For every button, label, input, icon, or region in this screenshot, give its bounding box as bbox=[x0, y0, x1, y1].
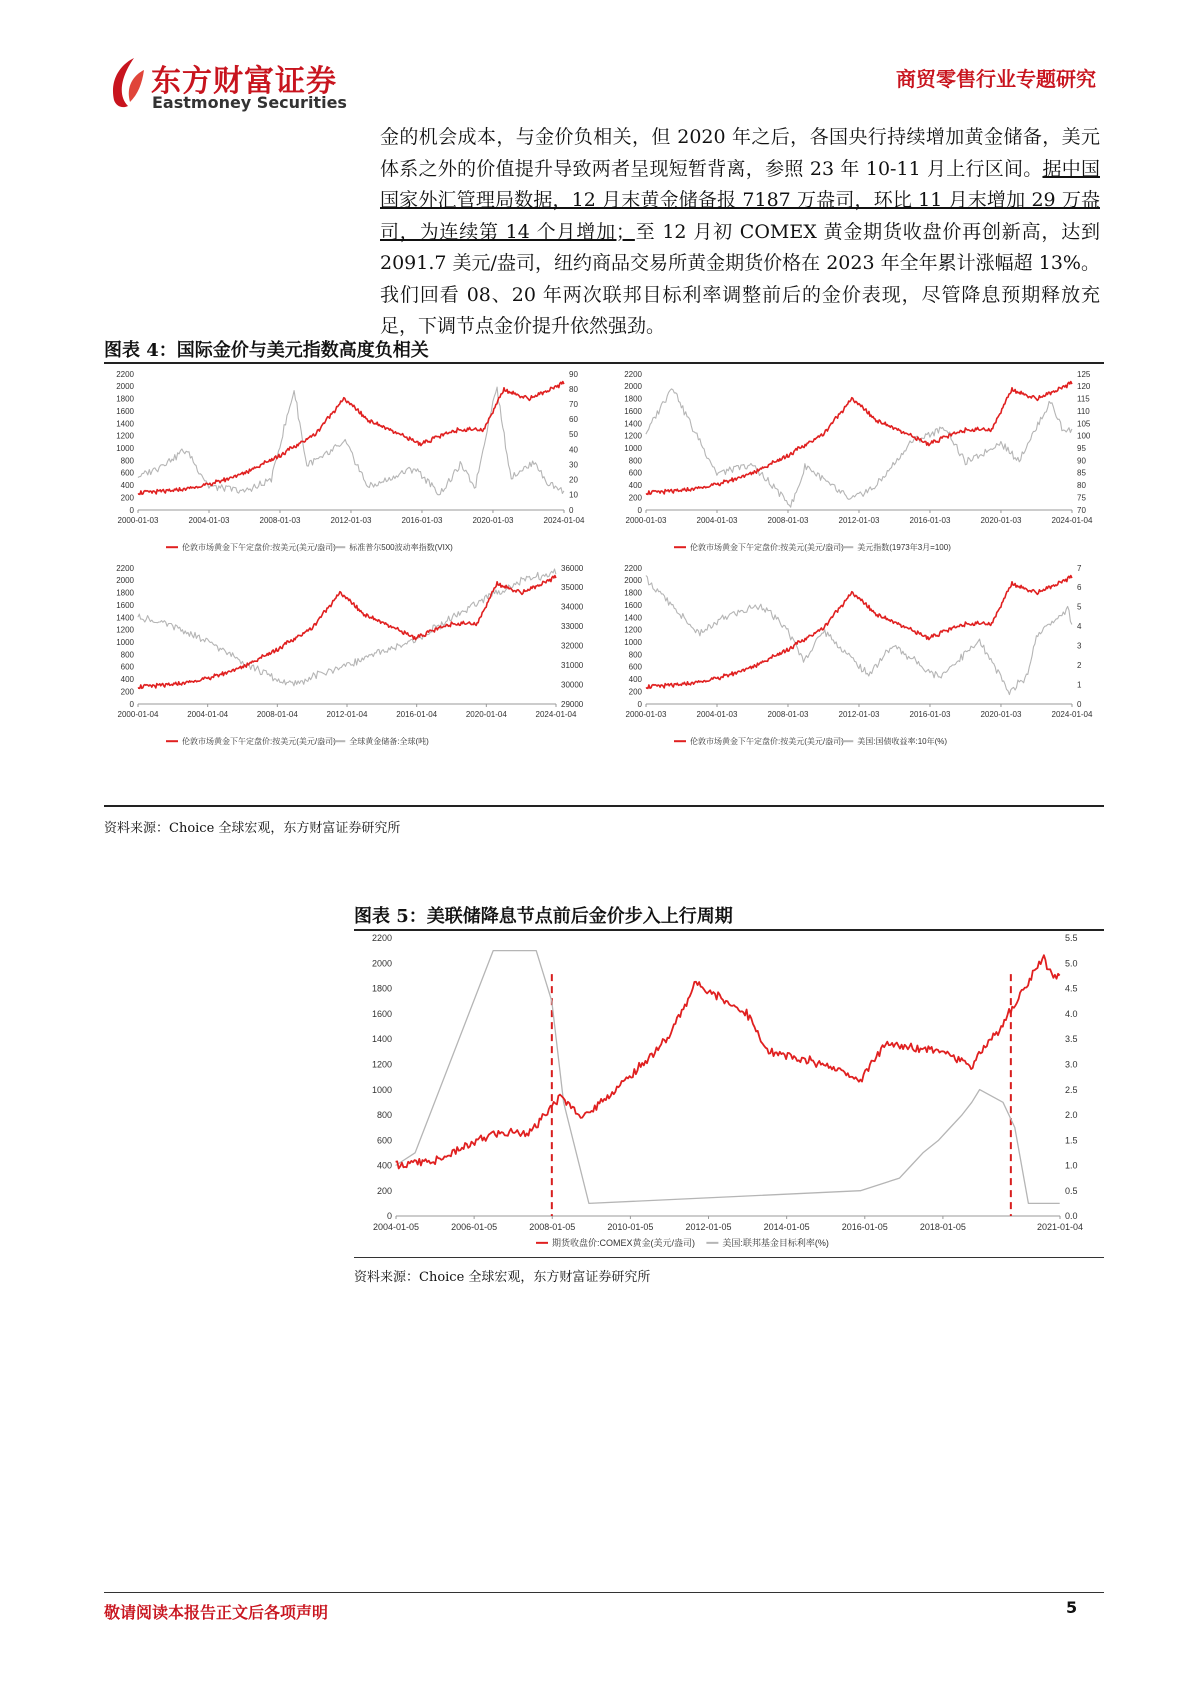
y-left-tick-label: 1800 bbox=[624, 394, 642, 404]
legend-label: 美国:国债收益率:10年(%) bbox=[857, 737, 948, 746]
legend-label: 期货收盘价:COMEX黄金(美元/盎司) bbox=[552, 1238, 695, 1248]
x-tick-label: 2012-01-03 bbox=[838, 516, 880, 525]
legend-label: 美元指数(1973年3月=100) bbox=[857, 543, 951, 552]
y-left-tick-label: 200 bbox=[628, 493, 642, 503]
y-right-tick-label: 2.5 bbox=[1065, 1084, 1078, 1095]
paragraph-text-rest: 至 12 月初 COMEX 黄金期货收盘价再创新高，达到 2091.7 美元/盎司，纽约商品交易所黄金期货价格在 2023 年全年累计涨幅超 13%。我们回看 08、20 年两次联邦目标利率调整前后的金价表现，尽管降息预期释放充足，下调节点金价提升依然强劲。 bbox=[380, 220, 1100, 337]
x-tick-label: 2000-01-03 bbox=[625, 710, 667, 719]
y-left-tick-label: 1600 bbox=[624, 600, 642, 610]
y-left-tick-label: 200 bbox=[376, 1185, 392, 1196]
x-tick-label: 2016-01-05 bbox=[841, 1222, 888, 1232]
y-left-tick-label: 0 bbox=[637, 505, 642, 515]
y-right-tick-label: 75 bbox=[1077, 493, 1086, 503]
y-left-tick-label: 2200 bbox=[371, 933, 392, 944]
footer-disclaimer: 敬请阅读本报告正文后各项声明 bbox=[104, 1603, 329, 1622]
y-right-tick-label: 3 bbox=[1077, 641, 1082, 651]
y-left-tick-label: 600 bbox=[628, 468, 642, 478]
x-tick-label: 2024-01-04 bbox=[1051, 710, 1093, 719]
y-right-tick-label: 5.5 bbox=[1065, 933, 1078, 944]
chart-gold-vs-vix bbox=[104, 366, 596, 558]
x-tick-label: 2008-01-03 bbox=[767, 710, 809, 719]
page-number: 5 bbox=[1066, 1598, 1078, 1617]
x-tick-label: 2018-01-05 bbox=[919, 1222, 966, 1232]
x-tick-label: 2004-01-03 bbox=[696, 516, 738, 525]
x-tick-label: 2012-01-03 bbox=[838, 710, 880, 719]
x-tick-label: 2004-01-04 bbox=[187, 710, 229, 719]
y-right-tick-label: 4.0 bbox=[1065, 1008, 1078, 1019]
x-tick-label: 2020-01-03 bbox=[472, 516, 514, 525]
x-tick-label: 2020-01-03 bbox=[980, 710, 1022, 719]
y-left-tick-label: 400 bbox=[120, 481, 134, 491]
x-tick-label: 2020-01-04 bbox=[465, 710, 507, 719]
footer-rule bbox=[104, 1592, 1104, 1593]
x-tick-label: 2012-01-04 bbox=[326, 710, 368, 719]
y-right-tick-label: 33000 bbox=[561, 622, 584, 632]
y-left-tick-label: 1800 bbox=[624, 588, 642, 598]
y-right-tick-label: 30 bbox=[569, 460, 578, 470]
y-left-tick-label: 200 bbox=[120, 493, 134, 503]
y-left-tick-label: 1000 bbox=[624, 443, 642, 453]
y-left-tick-label: 1000 bbox=[624, 637, 642, 647]
series-line-gold bbox=[646, 576, 1072, 689]
x-tick-label: 2008-01-04 bbox=[256, 710, 298, 719]
y-right-tick-label: 6 bbox=[1077, 583, 1082, 593]
y-left-tick-label: 600 bbox=[120, 468, 134, 478]
x-tick-label: 2016-01-03 bbox=[401, 516, 443, 525]
y-left-tick-label: 600 bbox=[376, 1135, 392, 1146]
figure-5-title: 图表 5：美联储降息节点前后金价步入上行周期 bbox=[354, 906, 733, 927]
y-right-tick-label: 4.5 bbox=[1065, 983, 1078, 994]
y-right-tick-label: 105 bbox=[1077, 419, 1091, 429]
y-left-tick-label: 800 bbox=[628, 650, 642, 660]
y-left-tick-label: 1400 bbox=[371, 1034, 392, 1045]
y-right-tick-label: 100 bbox=[1077, 431, 1091, 441]
x-tick-label: 2010-01-05 bbox=[607, 1222, 654, 1232]
y-right-tick-label: 95 bbox=[1077, 443, 1086, 453]
brand-name-cn: 东方财富证券 bbox=[151, 64, 337, 99]
x-tick-label: 2014-01-05 bbox=[763, 1222, 810, 1232]
figure-4-title: 图表 4：国际金价与美元指数高度负相关 bbox=[104, 340, 429, 361]
y-left-tick-label: 1200 bbox=[371, 1059, 392, 1070]
x-tick-label: 2012-01-03 bbox=[330, 516, 372, 525]
y-left-tick-label: 400 bbox=[376, 1160, 392, 1171]
logo-icon bbox=[104, 56, 148, 110]
y-right-tick-label: 31000 bbox=[561, 660, 584, 670]
y-left-tick-label: 200 bbox=[628, 687, 642, 697]
y-right-tick-label: 20 bbox=[569, 475, 578, 485]
y-left-tick-label: 2200 bbox=[116, 563, 134, 573]
y-left-tick-label: 1800 bbox=[116, 394, 134, 404]
y-left-tick-label: 200 bbox=[120, 687, 134, 697]
series-line-fed_funds bbox=[396, 951, 1060, 1204]
y-right-tick-label: 36000 bbox=[561, 563, 584, 573]
x-tick-label: 2004-01-05 bbox=[372, 1222, 420, 1232]
legend-label: 伦敦市场黄金下午定盘价:按美元(美元/盎司) bbox=[182, 543, 336, 552]
y-left-tick-label: 1000 bbox=[116, 637, 134, 647]
y-right-tick-label: 2 bbox=[1077, 660, 1082, 670]
x-tick-label: 2024-01-04 bbox=[535, 710, 577, 719]
x-tick-label: 2016-01-04 bbox=[396, 710, 438, 719]
y-left-tick-label: 1800 bbox=[371, 983, 392, 994]
y-right-tick-label: 1.0 bbox=[1065, 1160, 1078, 1171]
y-right-tick-label: 60 bbox=[569, 415, 578, 425]
figure-4-top-rule bbox=[104, 362, 1104, 364]
y-right-tick-label: 29000 bbox=[561, 699, 584, 709]
y-right-tick-label: 2.0 bbox=[1065, 1110, 1078, 1121]
y-right-tick-label: 0.5 bbox=[1065, 1185, 1078, 1196]
y-left-tick-label: 400 bbox=[120, 675, 134, 685]
x-tick-label: 2016-01-03 bbox=[909, 516, 951, 525]
paragraph-text: 金的机会成本，与金价负相关，但 2020 年之后，各国央行持续增加黄金储备，美元体系之外的价值提升导致两者呈现短暂背离，参照 23 年 10-11 月上行区间。 bbox=[380, 126, 1100, 180]
y-left-tick-label: 1400 bbox=[624, 613, 642, 623]
legend-label: 标准普尔500波动率指数(VIX) bbox=[349, 543, 453, 552]
legend-label: 伦敦市场黄金下午定盘价:按美元(美元/盎司) bbox=[182, 737, 336, 746]
report-section-title: 商贸零售行业专题研究 bbox=[896, 67, 1096, 91]
y-right-tick-label: 34000 bbox=[561, 602, 584, 612]
y-right-tick-label: 50 bbox=[569, 430, 578, 440]
x-tick-label: 2004-01-03 bbox=[188, 516, 230, 525]
x-tick-label: 2008-01-05 bbox=[529, 1222, 576, 1232]
y-right-tick-label: 0.0 bbox=[1065, 1211, 1078, 1222]
y-right-tick-label: 40 bbox=[569, 445, 578, 455]
y-right-tick-label: 5.0 bbox=[1065, 958, 1078, 969]
y-left-tick-label: 800 bbox=[120, 456, 134, 466]
y-right-tick-label: 80 bbox=[1077, 481, 1086, 491]
brand-name-en: Eastmoney Securities bbox=[152, 93, 347, 112]
y-right-tick-label: 7 bbox=[1077, 563, 1082, 573]
series-line-dxy bbox=[646, 389, 1072, 507]
y-right-tick-label: 5 bbox=[1077, 602, 1082, 612]
x-tick-label: 2024-01-04 bbox=[1051, 516, 1093, 525]
legend-label: 伦敦市场黄金下午定盘价:按美元(美元/盎司) bbox=[690, 543, 844, 552]
y-left-tick-label: 1200 bbox=[624, 431, 642, 441]
y-left-tick-label: 1200 bbox=[116, 431, 134, 441]
y-right-tick-label: 110 bbox=[1077, 406, 1090, 416]
y-left-tick-label: 2000 bbox=[116, 576, 134, 586]
y-left-tick-label: 0 bbox=[129, 505, 134, 515]
y-right-tick-label: 120 bbox=[1077, 382, 1091, 392]
x-tick-label: 2000-01-03 bbox=[117, 516, 159, 525]
y-right-tick-label: 4 bbox=[1077, 622, 1082, 632]
y-right-tick-label: 125 bbox=[1077, 369, 1091, 379]
y-left-tick-label: 1400 bbox=[116, 613, 134, 623]
y-left-tick-label: 2000 bbox=[624, 382, 642, 392]
y-left-tick-label: 800 bbox=[120, 650, 134, 660]
y-right-tick-label: 80 bbox=[569, 384, 578, 394]
x-tick-label: 2000-01-03 bbox=[625, 516, 667, 525]
y-left-tick-label: 400 bbox=[628, 675, 642, 685]
y-left-tick-label: 1000 bbox=[116, 443, 134, 453]
y-left-tick-label: 1400 bbox=[116, 419, 134, 429]
y-left-tick-label: 2000 bbox=[624, 576, 642, 586]
figure-5-source: 资料来源：Choice 全球宏观，东方财富证券研究所 bbox=[354, 1270, 651, 1285]
x-tick-label: 2004-01-03 bbox=[696, 710, 738, 719]
legend-label: 全球黄金储备:全球(吨) bbox=[349, 737, 429, 746]
y-left-tick-label: 1200 bbox=[624, 625, 642, 635]
y-left-tick-label: 1000 bbox=[371, 1084, 392, 1095]
x-tick-label: 2008-01-03 bbox=[767, 516, 809, 525]
x-tick-label: 2000-01-04 bbox=[117, 710, 159, 719]
y-right-tick-label: 3.0 bbox=[1065, 1059, 1078, 1070]
x-tick-label: 2021-01-04 bbox=[1036, 1222, 1084, 1232]
y-left-tick-label: 400 bbox=[628, 481, 642, 491]
y-right-tick-label: 30000 bbox=[561, 680, 584, 690]
y-left-tick-label: 2200 bbox=[116, 369, 134, 379]
series-line-comex bbox=[396, 955, 1060, 1168]
y-left-tick-label: 1600 bbox=[116, 600, 134, 610]
y-right-tick-label: 85 bbox=[1077, 468, 1086, 478]
figure-4-source: 资料来源：Choice 全球宏观，东方财富证券研究所 bbox=[104, 821, 401, 836]
y-right-tick-label: 70 bbox=[569, 400, 578, 410]
y-left-tick-label: 800 bbox=[376, 1110, 392, 1121]
series-line-gold bbox=[646, 382, 1072, 495]
y-right-tick-label: 10 bbox=[569, 490, 578, 500]
y-left-tick-label: 1600 bbox=[371, 1008, 392, 1019]
y-left-tick-label: 1600 bbox=[116, 406, 134, 416]
legend-label: 美国:联邦基金目标利率(%) bbox=[722, 1238, 829, 1248]
y-left-tick-label: 1200 bbox=[116, 625, 134, 635]
x-tick-label: 2016-01-03 bbox=[909, 710, 951, 719]
y-right-tick-label: 0 bbox=[569, 505, 574, 515]
y-left-tick-label: 1400 bbox=[624, 419, 642, 429]
y-right-tick-label: 1 bbox=[1077, 680, 1082, 690]
y-left-tick-label: 1600 bbox=[624, 406, 642, 416]
y-left-tick-label: 600 bbox=[120, 662, 134, 672]
x-tick-label: 2008-01-03 bbox=[259, 516, 301, 525]
y-left-tick-label: 0 bbox=[386, 1211, 392, 1222]
x-tick-label: 2024-01-04 bbox=[543, 516, 585, 525]
y-right-tick-label: 70 bbox=[1077, 505, 1086, 515]
y-left-tick-label: 2000 bbox=[371, 958, 392, 969]
y-right-tick-label: 1.5 bbox=[1065, 1135, 1078, 1146]
chart-comex-vs-fed-funds bbox=[360, 932, 1104, 1250]
y-right-tick-label: 90 bbox=[569, 369, 578, 379]
y-left-tick-label: 1800 bbox=[116, 588, 134, 598]
series-line-reserves bbox=[138, 569, 556, 686]
y-right-tick-label: 115 bbox=[1077, 394, 1090, 404]
figure-5-bottom-rule bbox=[354, 1257, 1104, 1258]
series-line-ust10y bbox=[646, 576, 1072, 695]
y-right-tick-label: 35000 bbox=[561, 583, 584, 593]
y-right-tick-label: 90 bbox=[1077, 456, 1086, 466]
legend-label: 伦敦市场黄金下午定盘价:按美元(美元/盎司) bbox=[690, 737, 844, 746]
x-tick-label: 2006-01-05 bbox=[451, 1222, 498, 1232]
series-line-gold bbox=[138, 382, 564, 495]
y-left-tick-label: 2200 bbox=[624, 563, 642, 573]
body-paragraph bbox=[380, 122, 1100, 343]
y-left-tick-label: 0 bbox=[129, 699, 134, 709]
chart-gold-vs-dollar-index bbox=[612, 366, 1104, 558]
underlined-text: 据中国国家外汇管理局数据，12 月末黄金储备报 7187 万盎司，环比 11 月末增加 29 万盎司，为连续第 14 个月增加； bbox=[380, 157, 1100, 243]
x-tick-label: 2012-01-05 bbox=[685, 1222, 732, 1232]
figure-4-bottom-rule bbox=[104, 805, 1104, 807]
y-left-tick-label: 800 bbox=[628, 456, 642, 466]
chart-gold-vs-us-10y-yield bbox=[612, 560, 1104, 752]
chart-gold-vs-global-reserves bbox=[104, 560, 596, 752]
y-left-tick-label: 2200 bbox=[624, 369, 642, 379]
figure-5-top-rule bbox=[354, 929, 1104, 931]
y-right-tick-label: 3.5 bbox=[1065, 1034, 1078, 1045]
y-right-tick-label: 0 bbox=[1077, 699, 1082, 709]
y-left-tick-label: 600 bbox=[628, 662, 642, 672]
y-left-tick-label: 0 bbox=[637, 699, 642, 709]
x-tick-label: 2020-01-03 bbox=[980, 516, 1022, 525]
y-left-tick-label: 2000 bbox=[116, 382, 134, 392]
y-right-tick-label: 32000 bbox=[561, 641, 584, 651]
